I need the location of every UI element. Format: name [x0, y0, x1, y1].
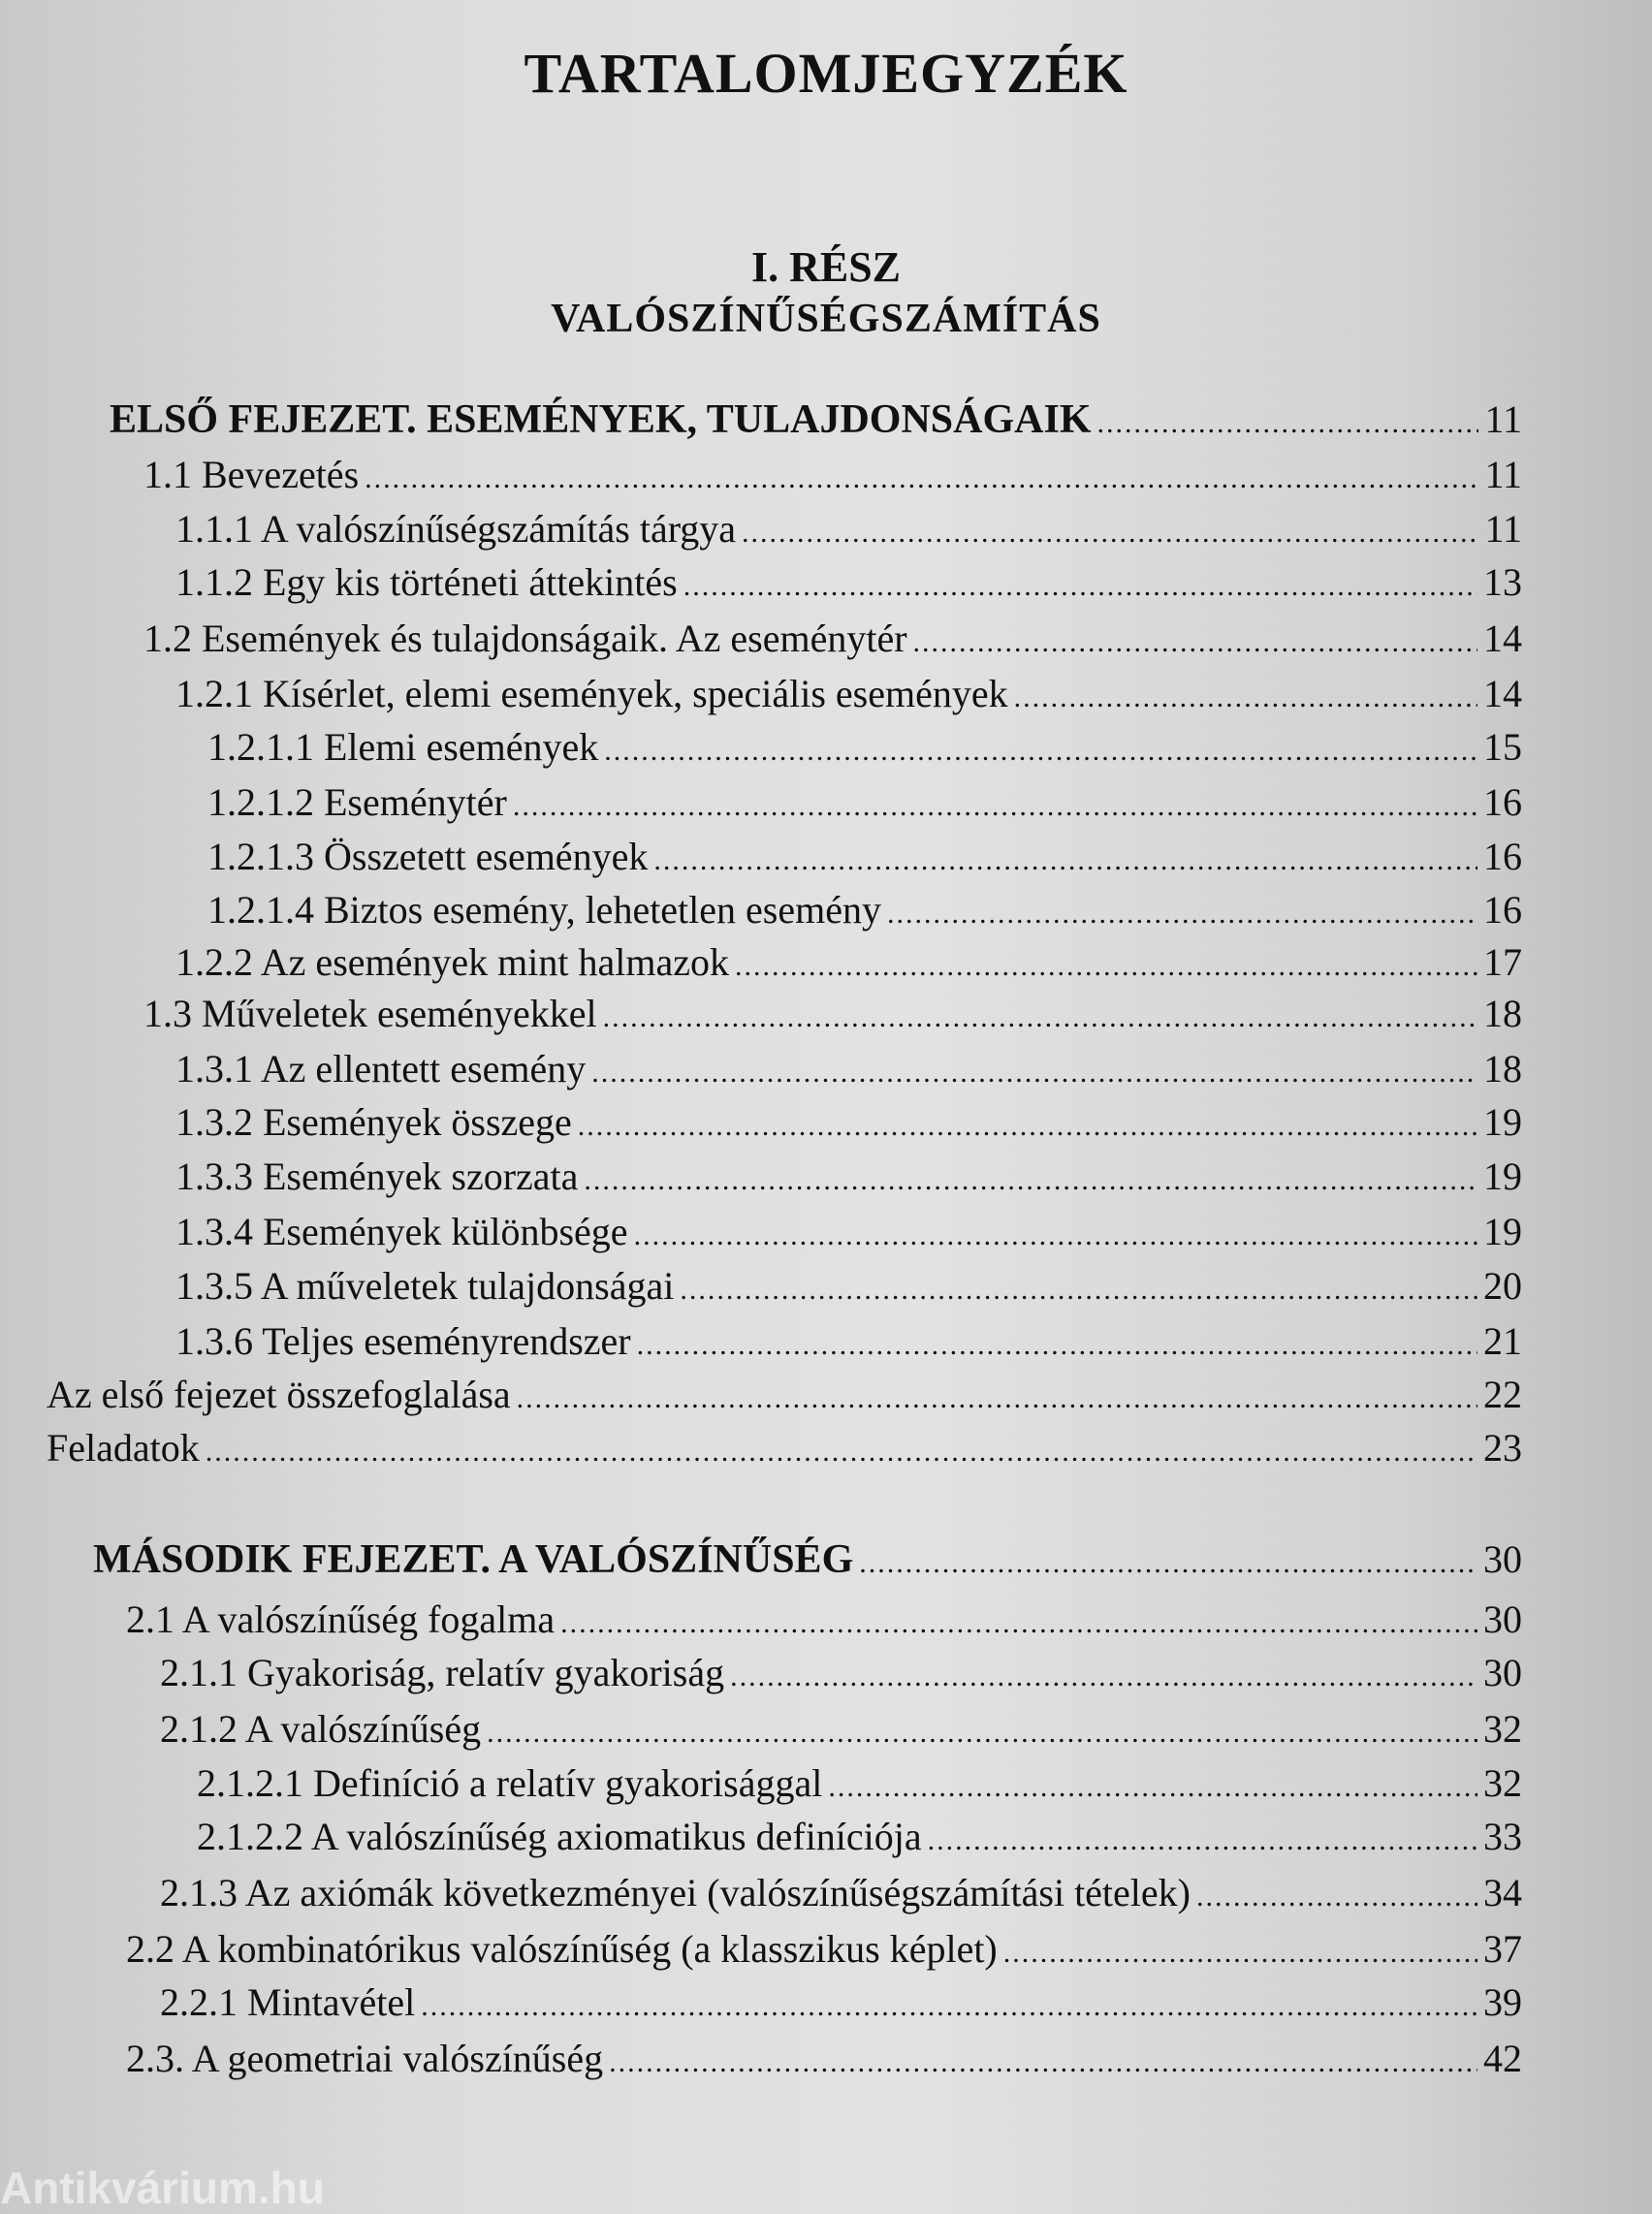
toc-entry-label: 1.2 Események és tulajdonságaik. Az eseménytér [143, 617, 907, 660]
toc-entry-page: 20 [1483, 1264, 1522, 1308]
toc-entry-label: 1.3.4 Események különbsége [175, 1210, 628, 1253]
toc-entry [207, 779, 1522, 830]
dot-leader [1196, 1881, 1477, 1914]
toc-entry-label: 1.2.1.1 Elemi események [207, 725, 599, 769]
toc-entry-label: 1.3.3 Események szorzata [175, 1154, 579, 1198]
dot-leader [513, 790, 1477, 823]
toc-entry [175, 506, 1522, 556]
toc-entry-label: 1.3 Műveletek eseményekkel [143, 992, 597, 1035]
toc-entry [175, 559, 1522, 610]
toc-entry-page: 34 [1483, 1871, 1522, 1914]
dot-leader [928, 1824, 1477, 1857]
dot-leader [735, 950, 1477, 983]
toc-entry-page: 39 [1483, 1980, 1522, 2024]
toc-entry [160, 1650, 1522, 1700]
toc-entry [175, 1209, 1522, 1259]
toc-entry-page: 18 [1483, 992, 1522, 1035]
toc-entry [207, 887, 1522, 937]
dot-leader [859, 1547, 1477, 1580]
dot-leader [206, 1436, 1477, 1469]
toc-entry-label: 2.3. A geometriai valószínűség [126, 2037, 604, 2080]
toc-entry-page: 15 [1483, 725, 1522, 769]
toc-entry [175, 939, 1522, 990]
toc-entry [175, 671, 1522, 721]
toc-entry-page: 19 [1483, 1210, 1522, 1253]
toc-entry [175, 1263, 1522, 1313]
toc-entry-label: 1.3.6 Teljes eseményrendszer [175, 1319, 631, 1363]
toc-entry-page: 11 [1484, 397, 1522, 441]
dot-leader [487, 1717, 1477, 1750]
toc-entry [93, 1536, 1522, 1587]
toc-entry [143, 616, 1522, 666]
dot-leader [365, 462, 1478, 495]
toc-entry-label: 2.1.3 Az axiómák következményei (valószínűségszámítási tételek) [160, 1871, 1191, 1914]
toc-entry [175, 1154, 1522, 1204]
toc-entry-page: 32 [1483, 1761, 1522, 1805]
dot-leader [603, 1001, 1477, 1034]
toc-entry [207, 724, 1522, 775]
toc-entry-page: 18 [1483, 1047, 1522, 1091]
toc-entry [175, 1099, 1522, 1150]
toc-entry-label: 1.2.1.2 Eseménytér [207, 780, 507, 824]
toc-entry-label: 1.1.1 A valószínűségszámítás tárgya [175, 507, 737, 551]
toc-entry [143, 452, 1522, 502]
toc-entry [197, 1814, 1522, 1864]
toc-entry-page: 16 [1483, 780, 1522, 824]
toc-entry-page: 14 [1483, 617, 1522, 660]
toc-entry [47, 1372, 1522, 1422]
toc-entry-page: 13 [1483, 560, 1522, 604]
toc-entry-label: Az első fejezet összefoglalása [47, 1373, 511, 1416]
toc-entry-label: 2.1.2.2 A valószínűség axiomatikus definíciója [197, 1815, 922, 1858]
dot-leader [517, 1382, 1477, 1415]
toc-entry-label: 1.3.5 A műveletek tulajdonságai [175, 1264, 675, 1308]
toc-entry-label: 1.3.2 Események összege [175, 1100, 572, 1144]
dot-leader [578, 1110, 1477, 1143]
dot-leader [683, 570, 1477, 603]
dot-leader [887, 898, 1477, 931]
dot-leader [421, 1990, 1477, 2023]
toc-entry-page: 16 [1483, 888, 1522, 932]
toc-entry [160, 1979, 1522, 2030]
toc-entry-label: 1.2.1 Kísérlet, elemi események, speciális események [175, 672, 1008, 715]
toc-entry-page: 19 [1483, 1100, 1522, 1144]
toc-entry-page: 30 [1483, 1651, 1522, 1694]
toc-entry-page: 33 [1483, 1815, 1522, 1858]
dot-leader [560, 1607, 1477, 1640]
toc-entry-page: 17 [1483, 940, 1522, 984]
toc-entry-label: ELSŐ FEJEZET. ESEMÉNYEK, TULAJDONSÁGAIK [110, 397, 1092, 442]
toc-entry-label: 2.1.1 Gyakoriság, relatív gyakoriság [160, 1651, 725, 1694]
toc-entry-label: 1.1.2 Egy kis történeti áttekintés [175, 560, 678, 604]
toc-entry-label: 2.1.2 A valószínűség [160, 1707, 482, 1751]
toc-entry [126, 1597, 1522, 1647]
toc-entry-label: Feladatok [47, 1426, 200, 1470]
part-number: I. RÉSZ [750, 243, 902, 291]
toc-entry-label: 2.1 A valószínűség fogalma [126, 1597, 556, 1641]
toc-entry [207, 834, 1522, 884]
dot-leader [730, 1660, 1477, 1693]
toc-entry-page: 30 [1483, 1537, 1522, 1581]
toc-entry-page: 14 [1483, 672, 1522, 715]
toc-entry [143, 991, 1522, 1041]
toc-entry-label: 1.2.1.4 Biztos esemény, lehetetlen esemény [207, 888, 881, 932]
toc-entry-page: 22 [1483, 1373, 1522, 1416]
dot-leader [604, 735, 1477, 768]
toc-entry-page: 11 [1484, 507, 1522, 551]
dot-leader [591, 1057, 1477, 1090]
toc-entry [110, 396, 1522, 447]
dot-leader [584, 1164, 1477, 1197]
toc-entry [126, 2036, 1522, 2086]
watermark: Antikvárium.hu [0, 2163, 325, 2213]
toc-entry [47, 1425, 1522, 1475]
page-title: TARTALOMJEGYZÉK [524, 42, 1128, 105]
toc-entry-label: 2.2 A kombinatórikus valószínűség (a klasszikus képlet) [126, 1927, 998, 1971]
toc-entry [160, 1870, 1522, 1920]
toc-entry-label: 2.2.1 Mintavétel [160, 1980, 416, 2024]
dot-leader [637, 1329, 1477, 1362]
dot-leader [609, 2046, 1477, 2079]
toc-entry-page: 23 [1483, 1426, 1522, 1470]
toc-entry [160, 1706, 1522, 1756]
dot-leader [1014, 681, 1477, 714]
toc-entry-label: MÁSODIK FEJEZET. A VALÓSZÍNŰSÉG [93, 1537, 854, 1582]
dot-leader [828, 1771, 1477, 1804]
toc-entry-page: 42 [1483, 2037, 1522, 2080]
toc-entry [126, 1926, 1522, 1977]
toc-entry-label: 1.3.1 Az ellentett esemény [175, 1047, 587, 1091]
dot-leader [1003, 1937, 1477, 1970]
toc-entry [175, 1318, 1522, 1369]
toc-entry-label: 2.1.2.1 Definíció a relatív gyakorisággal [197, 1761, 823, 1805]
toc-entry-page: 21 [1483, 1319, 1522, 1363]
toc-entry-label: 1.1 Bevezetés [143, 453, 360, 496]
dot-leader [742, 517, 1478, 550]
toc-entry [175, 1046, 1522, 1096]
toc-entry-page: 32 [1483, 1707, 1522, 1751]
toc-entry [197, 1760, 1522, 1811]
dot-leader [913, 626, 1477, 659]
toc-entry-page: 11 [1484, 453, 1522, 496]
dot-leader [680, 1274, 1477, 1307]
toc-entry-label: 1.2.1.3 Összetett események [207, 835, 649, 878]
toc-entry-page: 37 [1483, 1927, 1522, 1971]
part-name: VALÓSZÍNŰSÉGSZÁMÍTÁS [551, 297, 1101, 341]
toc-entry-page: 30 [1483, 1597, 1522, 1641]
dot-leader [653, 844, 1477, 877]
toc-entry-label: 1.2.2 Az események mint halmazok [175, 940, 729, 984]
toc-entry-page: 16 [1483, 835, 1522, 878]
dot-leader [1097, 407, 1479, 440]
toc-entry-page: 19 [1483, 1154, 1522, 1198]
dot-leader [634, 1219, 1477, 1252]
